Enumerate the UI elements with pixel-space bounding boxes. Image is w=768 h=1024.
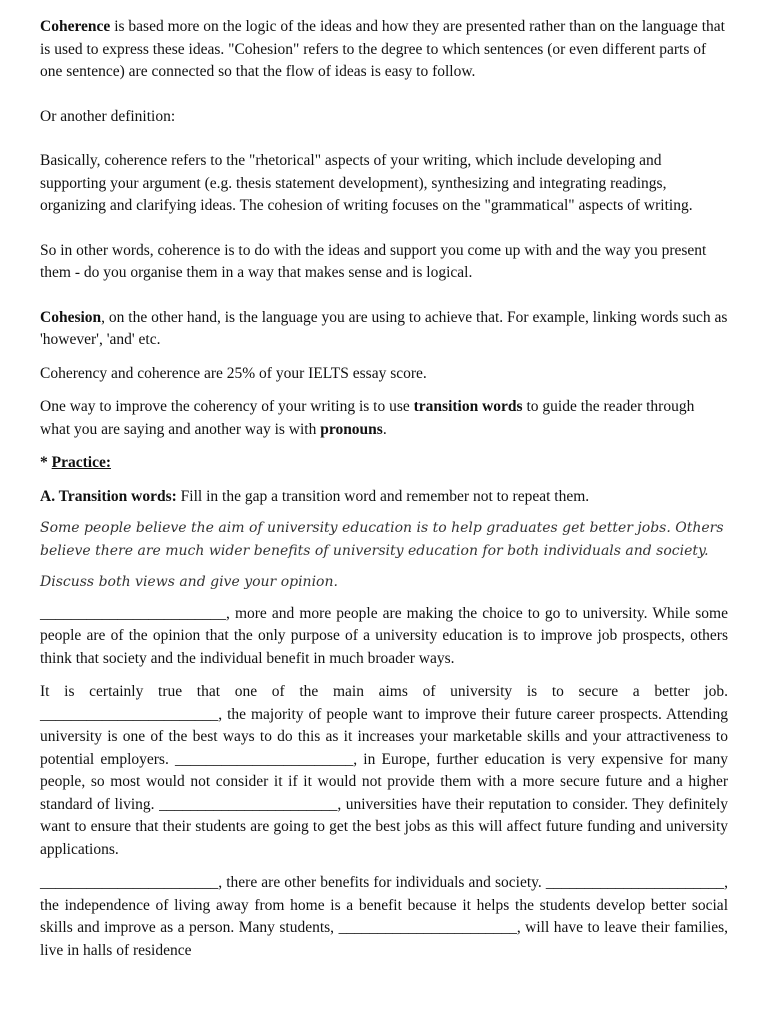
essay-task: Discuss both views and give your opinion.	[40, 574, 338, 590]
alt-definition-heading: Or another definition:	[40, 107, 176, 125]
section-a-label: A. Transition words:	[40, 487, 177, 505]
gap-blank-3[interactable]: _______________________	[175, 750, 354, 768]
rhetorical-paragraph: Basically, coherence refers to the "rhetorical" aspects of your writing, which include developing and supporting your argument (e.g. thesis statement development), synthesizing and integrating readings, organizing and clarifying ideas. The cohesion of writing focuses on the "grammatical" aspects of writing.	[40, 152, 693, 214]
practice-heading	[40, 452, 728, 475]
gap-blank-2[interactable]: _______________________	[40, 705, 219, 723]
coherence-term: Coherence	[40, 18, 111, 35]
ielts-score-note: Coherency and coherence are 25% of your IELTS essay score.	[40, 364, 427, 382]
gap-blank-7[interactable]: _______________________	[338, 919, 517, 936]
essay-p1-text: , more and more people are making the choice to go to university. While some people are of the opinion that the only purpose of a university education is to improve job prospects, others think that society and the individual benefit in much broader ways.	[40, 604, 728, 667]
cohesion-definition-text: , on the other hand, is the language you are using to achieve that. For example, linking words such as 'however', 'and' etc.	[40, 308, 728, 348]
essay-p3-text-1: , there are other benefits for individuals and society.	[218, 874, 546, 891]
pronouns-term: pronouns	[320, 420, 383, 438]
essay-p2-text-4: , universities have their reputation to consider. They definitely want to ensure that their students are going to get the best jobs as this will affect future funding and university applications.	[40, 795, 729, 858]
cohesion-term: Cohesion	[40, 308, 102, 326]
practice-label: Practice:	[51, 454, 111, 471]
essay-paragraph-1	[40, 603, 728, 671]
improve-coherency-paragraph	[40, 396, 728, 441]
essay-prompt: Some people believe the aim of university education is to help graduates get better jobs. Others believe there are much wider benefits of university education for both individuals and society.	[40, 520, 724, 559]
transition-words-term: transition words	[413, 398, 523, 415]
practice-star: *	[40, 454, 52, 471]
cohesion-definition	[40, 307, 728, 352]
section-a-instruction	[40, 486, 728, 509]
section-a-text: Fill in the gap a transition word and remember not to repeat them.	[176, 487, 590, 505]
coherence-definition	[40, 16, 728, 84]
gap-blank-1[interactable]: ________________________	[40, 604, 226, 622]
improve-text-2: to guide the reader through what you are saying and another way is with	[40, 398, 695, 438]
other-words-paragraph: So in other words, coherence is to do with the ideas and support you come up with and the way you present them - do you organise them in a way that makes sense and is logical.	[40, 241, 707, 281]
improve-text-3: .	[382, 420, 387, 438]
improve-text-1: One way to improve the coherency of your writing is to use	[40, 398, 414, 415]
gap-blank-6[interactable]: _______________________	[545, 874, 725, 891]
essay-paragraph-2	[40, 681, 728, 861]
coherence-definition-text: is based more on the logic of the ideas and how they are presented rather than on the language that is used to express these ideas. "Cohesion" refers to the degree to which sentences (or even different parts of one sentence) are connected so that the flow of ideas is easy to follow.	[40, 18, 725, 80]
essay-p3-text-3: , will have to leave their families, live in halls of residence	[40, 919, 728, 959]
gap-blank-5[interactable]: _______________________	[40, 874, 219, 891]
essay-p2-text-1: It is certainly true that one of the main aims of university is to secure a better job.	[40, 683, 728, 700]
essay-p2-text-3: , in Europe, further education is very expensive for many people, so most would not consider it if it would not provide them with a more secure future and a higher standard of living.	[40, 750, 728, 813]
essay-paragraph-3	[40, 872, 728, 962]
gap-blank-4[interactable]: _______________________	[159, 795, 338, 813]
essay-p3-text-2: , the independence of living away from home is a benefit because it helps the students develop better social skills and improve as a person. Many students,	[40, 874, 728, 936]
essay-p2-text-2: , the majority of people want to improve their future career prospects. Attending university is one of the best ways to do this as it increases your marketable skills and your attractiveness to potential employers.	[40, 705, 728, 768]
